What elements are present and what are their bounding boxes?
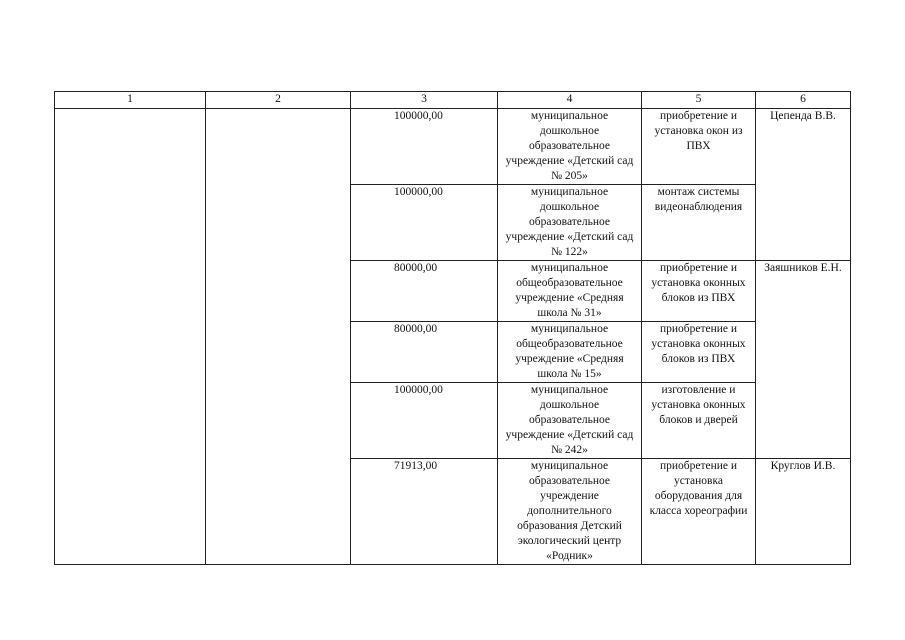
- deputy-cell: Цепенда В.В.: [756, 109, 851, 261]
- cell-col-2-empty: [206, 109, 351, 565]
- purpose-cell: изготовление и установка оконных блоков и дверей: [642, 383, 756, 459]
- budget-table: [54, 91, 851, 565]
- institution-cell: муниципальное образовательное учреждение дополнительного образования Детский экологический центр «Родник»: [498, 459, 642, 565]
- institution-cell: муниципальное общеобразовательное учреждение «Средняя школа № 15»: [498, 322, 642, 383]
- purpose-cell: приобретение и установка оборудования для класса хореографии: [642, 459, 756, 565]
- header-col-1: 1: [55, 92, 206, 109]
- amount-cell: 100000,00: [351, 109, 498, 185]
- purpose-cell: приобретение и установка оконных блоков из ПВХ: [642, 322, 756, 383]
- amount-cell: 80000,00: [351, 322, 498, 383]
- institution-cell: муниципальное дошкольное образовательное учреждение «Детский сад № 122»: [498, 185, 642, 261]
- header-col-6: 6: [756, 92, 851, 109]
- header-col-2: 2: [206, 92, 351, 109]
- deputy-cell: Заяшников Е.Н.: [756, 261, 851, 459]
- amount-cell: 100000,00: [351, 185, 498, 261]
- header-col-4: 4: [498, 92, 642, 109]
- table-row: [55, 109, 851, 185]
- header-row: [55, 92, 851, 109]
- institution-cell: муниципальное дошкольное образовательное учреждение «Детский сад № 205»: [498, 109, 642, 185]
- header-col-5: 5: [642, 92, 756, 109]
- deputy-cell: Круглов И.В.: [756, 459, 851, 565]
- purpose-cell: приобретение и установка окон из ПВХ: [642, 109, 756, 185]
- purpose-cell: монтаж системы видеонаблюдения: [642, 185, 756, 261]
- amount-cell: 71913,00: [351, 459, 498, 565]
- cell-col-1-empty: [55, 109, 206, 565]
- header-col-3: 3: [351, 92, 498, 109]
- institution-cell: муниципальное дошкольное образовательное учреждение «Детский сад № 242»: [498, 383, 642, 459]
- purpose-cell: приобретение и установка оконных блоков из ПВХ: [642, 261, 756, 322]
- institution-cell: муниципальное общеобразовательное учреждение «Средняя школа № 31»: [498, 261, 642, 322]
- amount-cell: 80000,00: [351, 261, 498, 322]
- amount-cell: 100000,00: [351, 383, 498, 459]
